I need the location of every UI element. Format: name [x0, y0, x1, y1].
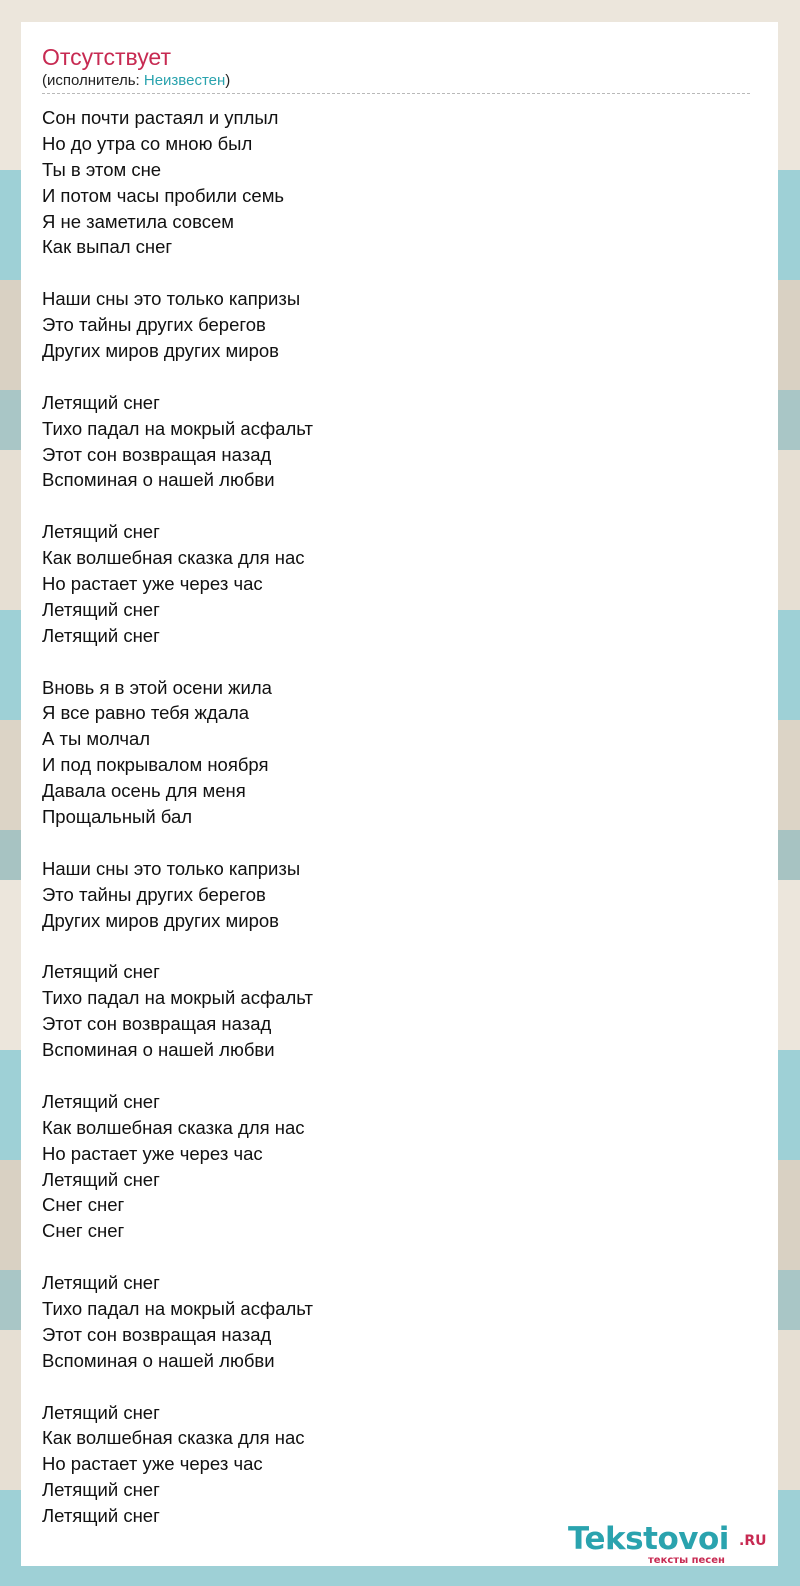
stanza-gap: [42, 1063, 742, 1089]
lyrics-text: [42, 105, 742, 1529]
lyric-line: И под покрывалом ноября: [42, 754, 269, 776]
stanza-gap: [42, 260, 742, 286]
lyric-line: Вспоминая о нашей любви: [42, 1349, 275, 1371]
lyric-line: Летящий снег: [42, 1272, 160, 1294]
artist-suffix: ): [225, 72, 231, 89]
lyric-line: Но растает уже через час: [42, 573, 263, 595]
lyric-line: Это тайны других берегов: [42, 314, 266, 336]
lyric-line: Этот сон возвращая назад: [42, 443, 272, 465]
lyric-line: Летящий снег: [42, 1479, 160, 1501]
lyric-line: Летящий снег: [42, 521, 160, 543]
logo-wordmark: Tekstovoi: [568, 1521, 729, 1557]
lyric-line: Летящий снег: [42, 961, 160, 983]
lyric-line: Летящий снег: [42, 1505, 160, 1527]
lyric-line: Как волшебная сказка для нас: [42, 1116, 305, 1138]
lyric-line: Я все равно тебя ждала: [42, 702, 250, 724]
logo-domain: .RU: [739, 1533, 767, 1549]
title-divider: [42, 93, 750, 94]
lyric-line: Наши сны это только капризы: [42, 288, 301, 310]
artist-line: [42, 72, 230, 90]
lyric-line: Это тайны других берегов: [42, 883, 266, 905]
lyric-line: Ты в этом сне: [42, 158, 162, 180]
artist-prefix: (исполнитель:: [42, 72, 144, 89]
lyric-line: Летящий снег: [42, 624, 160, 646]
artist-link[interactable]: Неизвестен: [143, 72, 226, 89]
lyrics-card: [21, 22, 778, 1566]
song-title: Отсутствует: [42, 44, 171, 70]
stanza-gap: [42, 830, 742, 856]
lyric-line: Но растает уже через час: [42, 1453, 263, 1475]
lyric-line: Вновь я в этой осени жила: [42, 676, 272, 698]
lyric-line: Этот сон возвращая назад: [42, 1323, 272, 1345]
lyric-line: Как волшебная сказка для нас: [42, 1427, 305, 1449]
lyric-line: Но до утра со мною был: [42, 132, 253, 154]
site-logo[interactable]: [568, 1521, 778, 1566]
stanza-gap: [42, 934, 742, 960]
lyric-line: Вспоминая о нашей любви: [42, 1039, 275, 1061]
lyric-line: Летящий снег: [42, 391, 160, 413]
lyric-line: Тихо падал на мокрый асфальт: [42, 1297, 313, 1319]
stanza-gap: [42, 364, 742, 390]
lyric-line: А ты молчал: [42, 728, 151, 750]
lyric-line: Тихо падал на мокрый асфальт: [42, 417, 313, 439]
lyric-line: Этот сон возвращая назад: [42, 1013, 272, 1035]
lyric-line: Летящий снег: [42, 1401, 160, 1423]
stanza-gap: [42, 1244, 742, 1270]
lyric-line: Снег снег: [42, 1194, 125, 1216]
lyric-line: Летящий снег: [42, 598, 160, 620]
lyric-line: Других миров других миров: [42, 340, 279, 362]
lyric-line: Снег снег: [42, 1220, 125, 1242]
lyric-line: Как волшебная сказка для нас: [42, 547, 305, 569]
lyric-line: Прощальный бал: [42, 806, 193, 828]
stanza-gap: [42, 1374, 742, 1400]
logo-tagline: тексты песен: [648, 1555, 725, 1566]
lyric-line: Я не заметила совсем: [42, 210, 234, 232]
lyric-line: Но растает уже через час: [42, 1142, 263, 1164]
lyric-line: Других миров других миров: [42, 909, 279, 931]
lyric-line: Тихо падал на мокрый асфальт: [42, 987, 313, 1009]
lyric-line: Летящий снег: [42, 1168, 160, 1190]
lyric-line: Как выпал снег: [42, 236, 173, 258]
lyric-line: И потом часы пробили семь: [42, 184, 285, 206]
lyric-line: Наши сны это только капризы: [42, 857, 301, 879]
lyric-line: Вспоминая о нашей любви: [42, 469, 275, 491]
lyric-line: Сон почти растаял и уплыл: [42, 107, 279, 128]
lyric-line: Летящий снег: [42, 1090, 160, 1112]
stanza-gap: [42, 649, 742, 675]
lyric-line: Давала осень для меня: [42, 780, 246, 802]
stanza-gap: [42, 493, 742, 519]
